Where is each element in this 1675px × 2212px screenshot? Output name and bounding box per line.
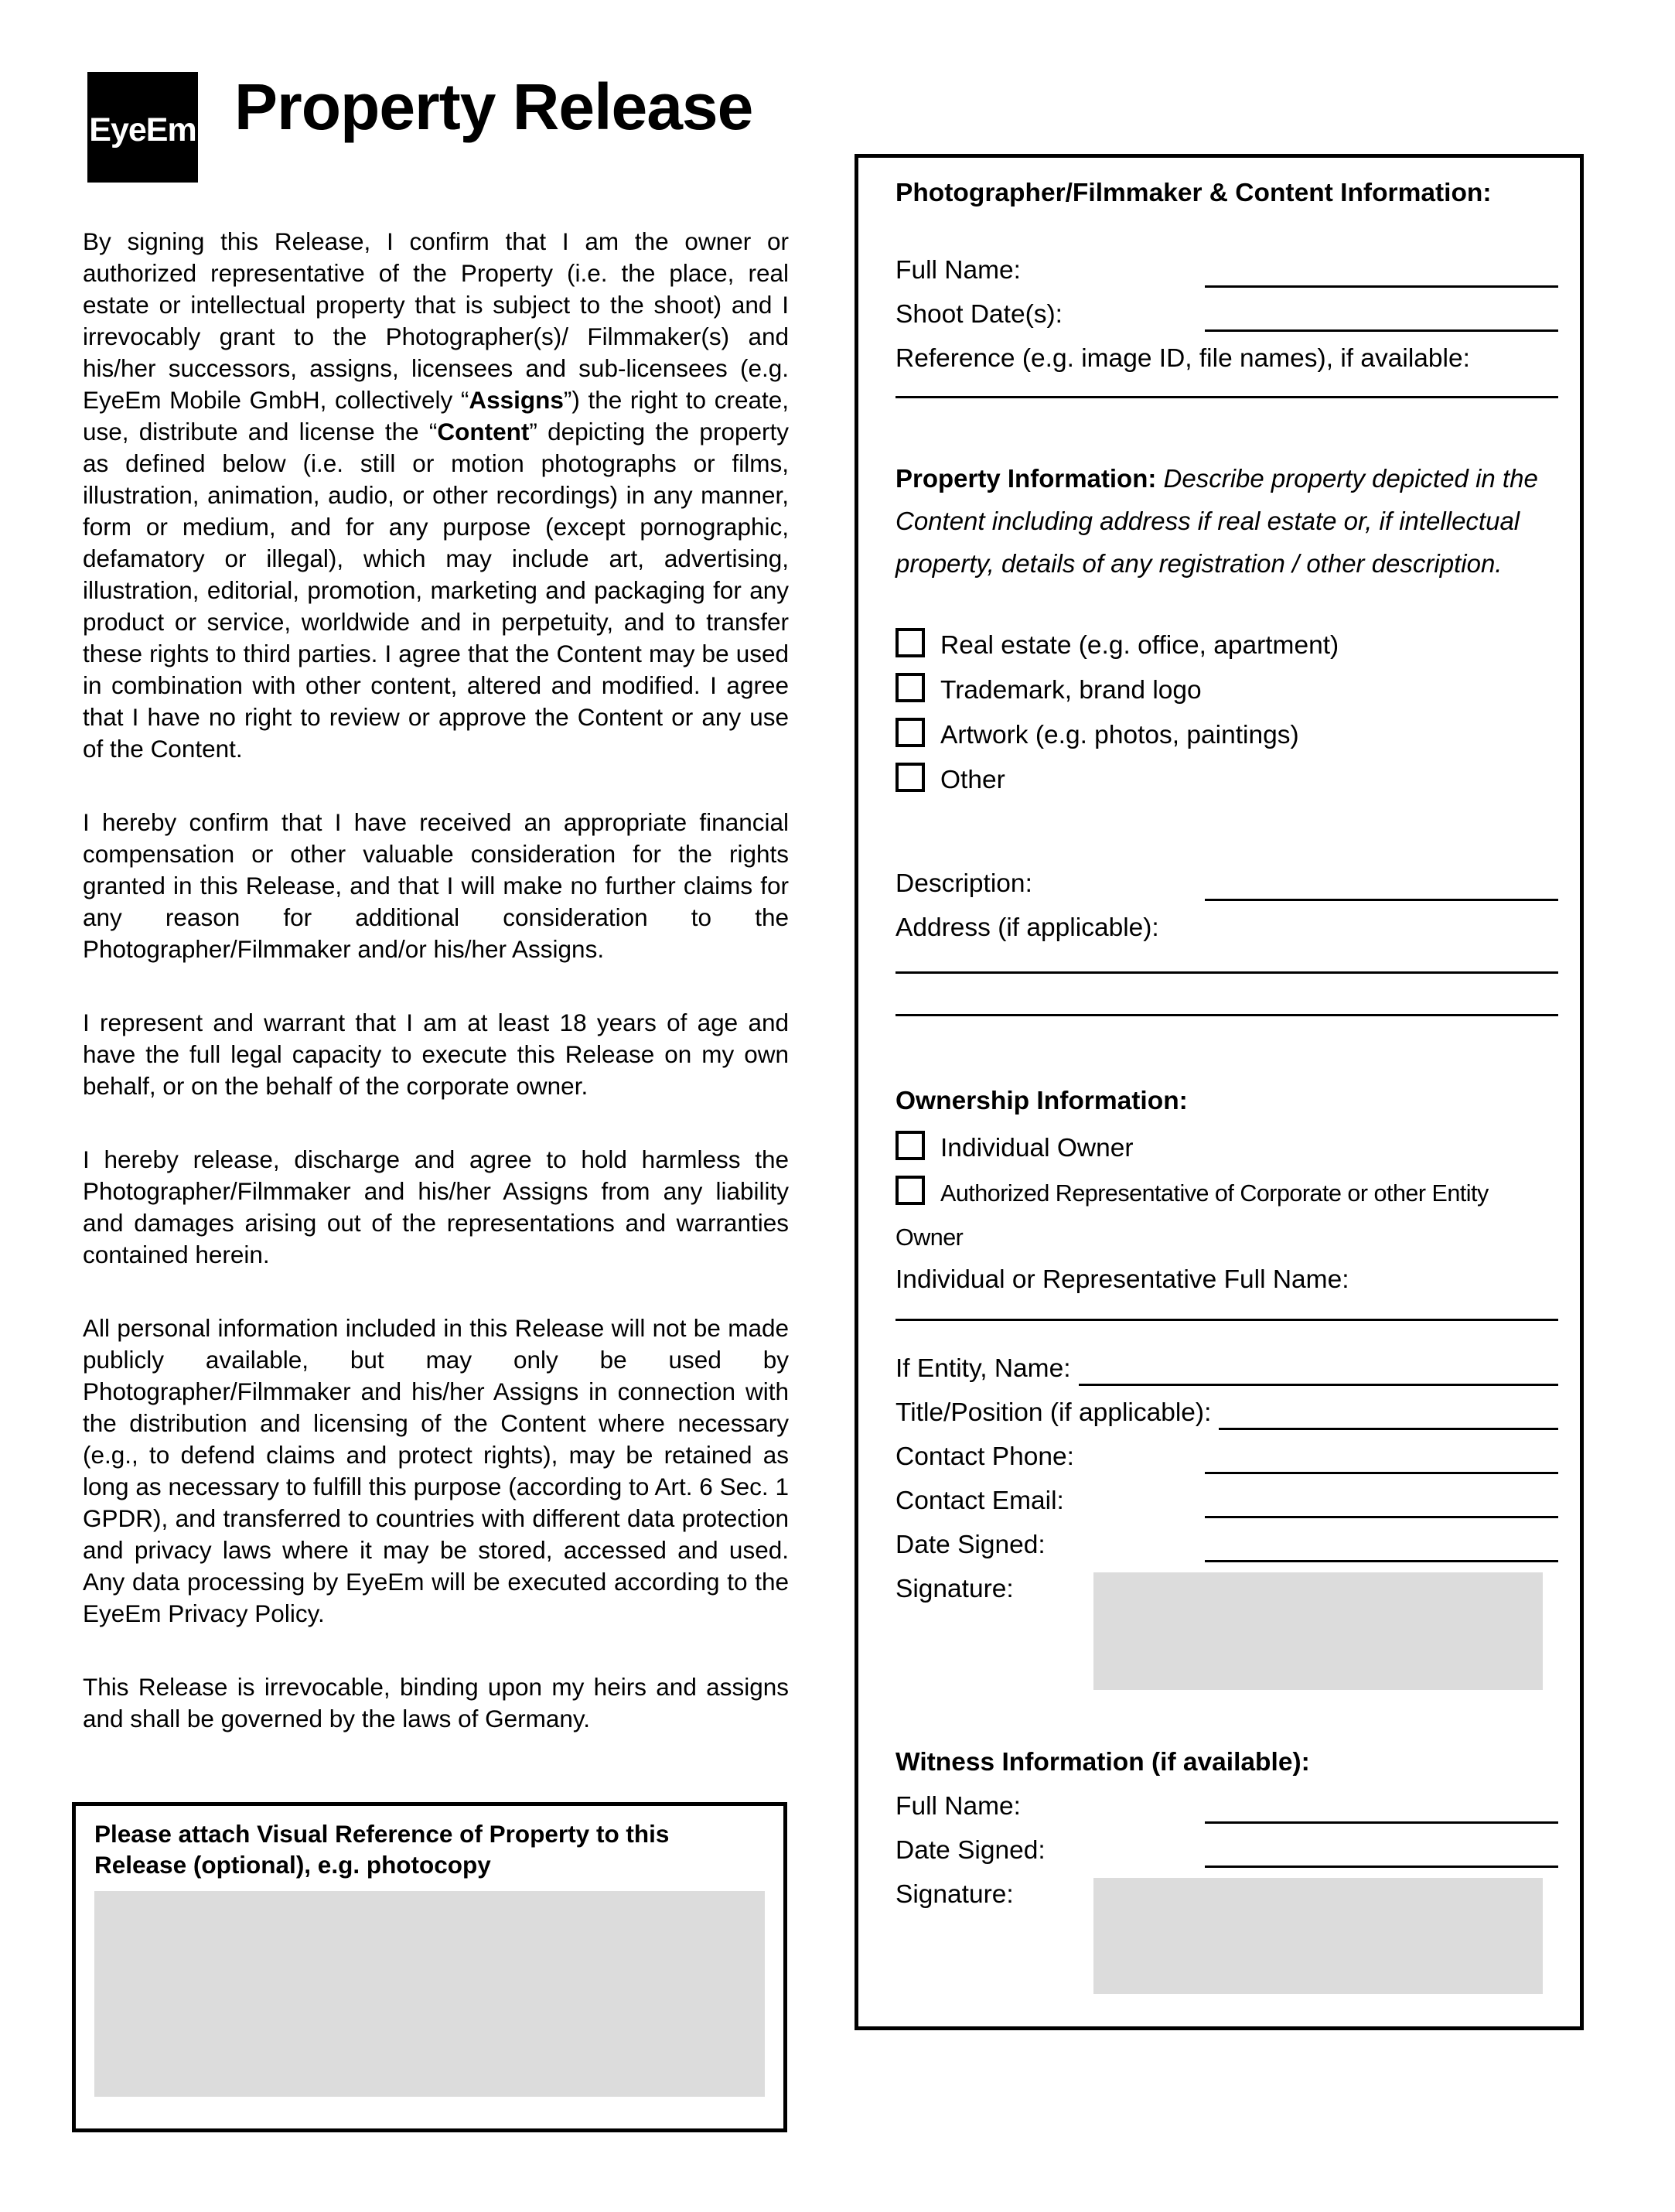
witness-date-signed-input-line[interactable] [1205,1866,1558,1868]
ownership-option-individual [895,1131,1558,1166]
ownership-info-header: Ownership Information: [895,1087,1188,1115]
checkbox-authorized-representative[interactable] [895,1176,925,1205]
individual-owner-label: Individual Owner [940,1134,1134,1162]
address-input-line-2[interactable] [895,1014,1558,1016]
signature-label: Signature: [895,1575,1014,1603]
witness-full-name-label: Full Name: [895,1792,1021,1821]
shoot-dates-field [895,298,1558,332]
eyeem-logo-text: EyeEm [89,111,196,148]
witness-full-name-input-line[interactable] [1205,1821,1558,1824]
property-option-artwork [895,718,1558,753]
date-signed-input-line[interactable] [1205,1560,1558,1562]
checkbox-artwork[interactable] [895,718,925,747]
representative-name-input-line[interactable] [895,1319,1558,1321]
release-paragraph-6: This Release is irrevocable, binding upon my heirs and assigns and shall be governed by the laws of Germany. [83,1673,789,1732]
property-info-text [895,457,1558,585]
witness-info-header: Witness Information (if available): [895,1748,1310,1777]
contact-phone-field [895,1440,1558,1474]
release-paragraph-1: By signing this Release, I confirm that I am the owner or authorized representative of the Property (i.e. the place, real estate or intellectual property that is subject to the shoot) and I irrevocably grant to the Photographer(s)/ Filmmaker(s) and his/her successors, assigns, licensees and sub-licensees (e.g. EyeEm Mobile GmbH, collectively “Assigns”) the right to create, use, distribute and license the “Content” depicting the property as defined below (i.e. still or motion photographs or films, illustration, animation, audio, or other recordings) in any manner, form or medium, and for any purpose (except pornographic, defamatory or illegal), which may include art, advertising, illustration, editorial, promotion, marketing and packaging for any product or service, worldwide and in perpetuity, and to transfer these rights to third parties. I agree that the Content may be used in combination with other content, altered and modified. I agree that I have no right to review or approve the Content or any use of the Content. [83,227,789,763]
witness-date-signed-field [895,1834,1558,1868]
date-signed-label: Date Signed: [895,1531,1046,1559]
description-label: Description: [895,869,1032,898]
eyeem-logo [87,72,198,183]
owner-signature-box[interactable] [1093,1572,1543,1690]
description-input-line[interactable] [1205,899,1558,901]
visual-reference-placeholder[interactable] [94,1891,765,2097]
visual-reference-box [72,1802,787,2132]
title-position-label: Title/Position (if applicable): [895,1398,1212,1427]
contact-email-label: Contact Email: [895,1487,1064,1515]
title-position-field [895,1396,1558,1430]
checkbox-real-estate[interactable] [895,628,925,657]
photographer-content-panel [855,154,1584,2030]
real-estate-label: Real estate (e.g. office, apartment) [940,631,1339,660]
owner-signature-field [895,1572,1558,1690]
trademark-label: Trademark, brand logo [940,676,1202,705]
date-signed-field [895,1528,1558,1562]
witness-signature-label: Signature: [895,1880,1014,1909]
address-input-line-1[interactable] [895,971,1558,974]
entity-name-field [895,1352,1558,1386]
title-position-input-line[interactable] [1219,1428,1558,1430]
property-info-description: Describe property depicted in the Content including address if real estate or, if intellectual property, details of any registration / other description. [895,464,1538,578]
address-label: Address (if applicable): [895,913,1159,942]
shoot-dates-label: Shoot Date(s): [895,300,1063,329]
representative-name-label: Individual or Representative Full Name: [895,1265,1349,1294]
property-info-header: Property Information: [895,464,1157,493]
release-paragraph-5: All personal information included in this Release will not be made publicly available, but may only be used by Photographer/Filmmaker and his/her Assigns in connection with the distribution and licensing of the Content where necessary (e.g., to defend claims and protect rights), may be retained as long as necessary to fulfill this purpose (according to Art. 6 Sec. 1 GPDR), and transferred to countries with different data protection and privacy laws where it may be stored, accessed and used. Any data processing by EyeEm will be executed according to the EyeEm Privacy Policy. [83,1314,789,1627]
property-option-real-estate [895,628,1558,663]
contact-email-input-line[interactable] [1205,1516,1558,1518]
checkbox-individual-owner[interactable] [895,1131,925,1160]
ownership-option-authorized-rep [895,1172,1558,1260]
contact-phone-label: Contact Phone: [895,1442,1074,1471]
entity-name-input-line[interactable] [1079,1384,1558,1386]
witness-date-signed-label: Date Signed: [895,1836,1046,1865]
full-name-field [895,254,1558,288]
reference-label: Reference (e.g. image ID, file names), if available: [895,344,1470,373]
witness-signature-field [895,1878,1558,1994]
contact-email-field [895,1484,1558,1518]
other-label: Other [940,766,1005,794]
checkbox-trademark[interactable] [895,673,925,702]
witness-signature-box[interactable] [1093,1878,1543,1994]
reference-input-line[interactable] [895,396,1558,398]
artwork-label: Artwork (e.g. photos, paintings) [940,721,1299,749]
checkbox-other[interactable] [895,763,925,792]
property-option-other [895,763,1558,797]
release-paragraph-3: I represent and warrant that I am at least 18 years of age and have the full legal capacity to execute this Release on my own behalf, or on the behalf of the corporate owner. [83,1009,789,1100]
witness-full-name-field [895,1790,1558,1824]
property-option-trademark [895,673,1558,708]
description-field [895,867,1558,901]
authorized-representative-label: Authorized Representative of Corporate or other Entity Owner [895,1180,1489,1251]
page-title: Property Release [234,70,753,143]
entity-name-label: If Entity, Name: [895,1354,1071,1383]
full-name-input-line[interactable] [1205,285,1558,288]
release-text-column [83,226,789,1735]
release-paragraph-4: I hereby release, discharge and agree to hold harmless the Photographer/Filmmaker and his/her Assigns from any liability and damages arising out of the representations and warranties contained herein. [83,1145,789,1268]
contact-phone-input-line[interactable] [1205,1472,1558,1474]
full-name-label: Full Name: [895,256,1021,285]
visual-reference-title: Please attach Visual Reference of Property to this Release (optional), e.g. photocopy [94,1820,670,1879]
content-info-header: Photographer/Filmmaker & Content Information: [895,179,1492,207]
shoot-dates-input-line[interactable] [1205,329,1558,332]
release-paragraph-2: I hereby confirm that I have received an appropriate financial compensation or other valuable consideration for the rights granted in this Release, and that I will make no further claims for any reason for additional consideration to the Photographer/Filmmaker and/or his/her Assigns. [83,808,789,963]
